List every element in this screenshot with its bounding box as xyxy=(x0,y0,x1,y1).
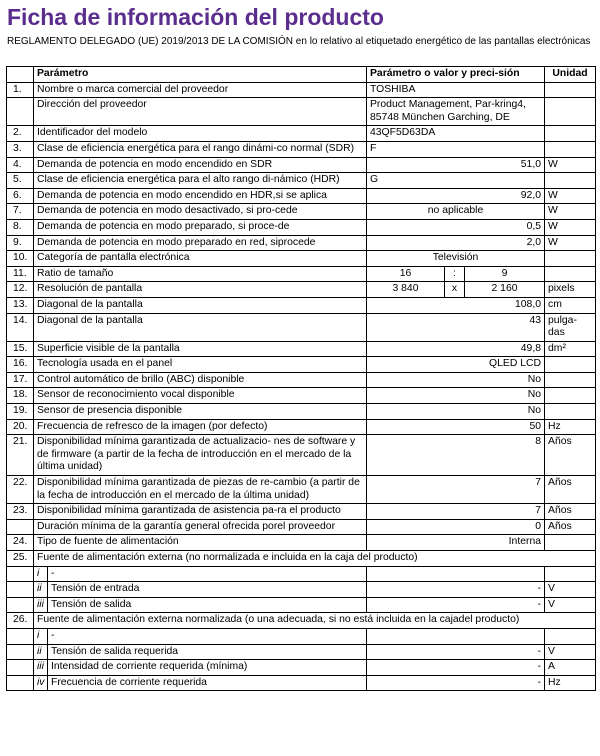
sub-row-index: iv xyxy=(34,675,48,691)
sub-row-value: - xyxy=(367,582,545,598)
table-row xyxy=(7,235,596,251)
sub-row-parameter: Intensidad de corriente requerida (mínima) xyxy=(48,660,367,676)
row-unit xyxy=(545,404,596,420)
sub-row-unit: V xyxy=(545,582,596,598)
row-parameter: Clase de eficiencia energética para el rango dinámi-co normal (SDR) xyxy=(34,141,367,157)
row-parameter: Identificador del modelo xyxy=(34,126,367,142)
table-row xyxy=(7,126,596,142)
sub-row xyxy=(7,644,596,660)
sub-row xyxy=(7,675,596,691)
row-unit: Años xyxy=(545,519,596,535)
sub-row-unit: V xyxy=(545,597,596,613)
sub-row-spacer xyxy=(7,582,34,598)
row-value: no aplicable xyxy=(367,204,545,220)
sub-row-parameter: - xyxy=(48,566,367,582)
row-number: 15. xyxy=(7,341,34,357)
row-value: 0 xyxy=(367,519,545,535)
table-row xyxy=(7,219,596,235)
row-parameter: Frecuencia de refresco de la imagen (por defecto) xyxy=(34,419,367,435)
row-number: 20. xyxy=(7,419,34,435)
row-value: 49,8 xyxy=(367,341,545,357)
row-parameter: Resolución de pantalla xyxy=(34,282,367,298)
section-title: Fuente de alimentación externa normalizada (o una adecuada, si no está incluida en la cajadel producto) xyxy=(34,613,596,629)
sub-row-parameter: Frecuencia de corriente requerida xyxy=(48,675,367,691)
section-number: 26. xyxy=(7,613,34,629)
header-unit: Unidad xyxy=(545,67,596,83)
row-value-a: 16 xyxy=(367,266,445,282)
product-info-table xyxy=(6,66,596,691)
row-parameter: Control automático de brillo (ABC) disponible xyxy=(34,372,367,388)
sub-row xyxy=(7,628,596,644)
row-unit xyxy=(545,141,596,157)
row-parameter: Demanda de potencia en modo preparado en red, siprocede xyxy=(34,235,367,251)
row-number: 16. xyxy=(7,357,34,373)
sub-row-spacer xyxy=(7,566,34,582)
row-value: 108,0 xyxy=(367,297,545,313)
table-row xyxy=(7,435,596,476)
row-unit xyxy=(545,372,596,388)
sub-row-value: - xyxy=(367,644,545,660)
row-value-b: 2 160 xyxy=(465,282,545,298)
table-row xyxy=(7,98,596,126)
sub-row-index: ii xyxy=(34,582,48,598)
table-row xyxy=(7,504,596,520)
sub-row-spacer xyxy=(7,628,34,644)
row-parameter: Sensor de presencia disponible xyxy=(34,404,367,420)
sub-row-unit xyxy=(545,566,596,582)
table-row xyxy=(7,173,596,189)
table-row xyxy=(7,282,596,298)
row-value: 92,0 xyxy=(367,188,545,204)
row-unit xyxy=(545,251,596,267)
row-value: 50 xyxy=(367,419,545,435)
section-number: 25. xyxy=(7,551,34,567)
row-unit: pulga-das xyxy=(545,313,596,341)
table-row xyxy=(7,341,596,357)
sub-row-index: i xyxy=(34,628,48,644)
table-row xyxy=(7,297,596,313)
row-unit: Hz xyxy=(545,419,596,435)
table-row xyxy=(7,388,596,404)
row-value: 7 xyxy=(367,504,545,520)
row-parameter: Dirección del proveedor xyxy=(34,98,367,126)
table-row xyxy=(7,476,596,504)
row-parameter: Nombre o marca comercial del proveedor xyxy=(34,82,367,98)
row-value: F xyxy=(367,141,545,157)
row-number: 13. xyxy=(7,297,34,313)
row-value: 43 xyxy=(367,313,545,341)
section-header-row xyxy=(7,551,596,567)
row-parameter: Tecnología usada en el panel xyxy=(34,357,367,373)
row-value: 8 xyxy=(367,435,545,476)
row-number: 21. xyxy=(7,435,34,476)
row-number: 9. xyxy=(7,235,34,251)
sub-row-index: iii xyxy=(34,597,48,613)
row-value: 51,0 xyxy=(367,157,545,173)
row-number xyxy=(7,519,34,535)
table-row xyxy=(7,157,596,173)
table-row xyxy=(7,372,596,388)
sub-row xyxy=(7,582,596,598)
row-number: 24. xyxy=(7,535,34,551)
row-number: 12. xyxy=(7,282,34,298)
sub-row-spacer xyxy=(7,675,34,691)
row-parameter: Categoría de pantalla electrónica xyxy=(34,251,367,267)
row-number: 19. xyxy=(7,404,34,420)
sub-row xyxy=(7,566,596,582)
row-number: 11. xyxy=(7,266,34,282)
row-parameter: Demanda de potencia en modo preparado, si proce-de xyxy=(34,219,367,235)
row-parameter: Ratio de tamaño xyxy=(34,266,367,282)
sub-row-value xyxy=(367,628,545,644)
row-unit: W xyxy=(545,219,596,235)
row-number: 8. xyxy=(7,219,34,235)
row-unit xyxy=(545,266,596,282)
row-unit: W xyxy=(545,204,596,220)
row-value: G xyxy=(367,173,545,189)
row-number: 5. xyxy=(7,173,34,189)
row-number: 2. xyxy=(7,126,34,142)
row-parameter: Disponibilidad mínima garantizada de actualizacio- nes de software y de firmware (a partir de la fecha de introducción en el mercado de la última unidad) xyxy=(34,435,367,476)
sub-row-index: ii xyxy=(34,644,48,660)
table-row xyxy=(7,266,596,282)
row-number: 17. xyxy=(7,372,34,388)
row-unit xyxy=(545,535,596,551)
sub-row-unit: Hz xyxy=(545,675,596,691)
row-number: 1. xyxy=(7,82,34,98)
row-number: 18. xyxy=(7,388,34,404)
row-number xyxy=(7,98,34,126)
table-row xyxy=(7,188,596,204)
row-unit: Años xyxy=(545,504,596,520)
sub-row-unit: A xyxy=(545,660,596,676)
table-row xyxy=(7,251,596,267)
header-number-cell xyxy=(7,67,34,83)
sub-row-parameter: Tensión de salida xyxy=(48,597,367,613)
row-value: No xyxy=(367,372,545,388)
row-parameter: Disponibilidad mínima garantizada de asistencia pa-ra el producto xyxy=(34,504,367,520)
row-parameter: Clase de eficiencia energética para el alto rango di-námico (HDR) xyxy=(34,173,367,189)
row-unit xyxy=(545,173,596,189)
sub-row-value xyxy=(367,566,545,582)
row-unit: Años xyxy=(545,435,596,476)
sub-row-value: - xyxy=(367,675,545,691)
row-parameter: Diagonal de la pantalla xyxy=(34,297,367,313)
table-row xyxy=(7,141,596,157)
row-number: 22. xyxy=(7,476,34,504)
sub-row-spacer xyxy=(7,597,34,613)
row-value: No xyxy=(367,388,545,404)
section-header-row xyxy=(7,613,596,629)
row-parameter: Demanda de potencia en modo desactivado, si pro-cede xyxy=(34,204,367,220)
row-number: 14. xyxy=(7,313,34,341)
row-unit: W xyxy=(545,235,596,251)
row-number: 10. xyxy=(7,251,34,267)
row-number: 7. xyxy=(7,204,34,220)
row-unit xyxy=(545,388,596,404)
table-row xyxy=(7,357,596,373)
sub-row-value: - xyxy=(367,597,545,613)
sub-row-parameter: Tensión de entrada xyxy=(48,582,367,598)
table-row xyxy=(7,419,596,435)
sub-row-index: iii xyxy=(34,660,48,676)
page-title: Ficha de información del producto xyxy=(7,4,384,30)
row-unit: cm xyxy=(545,297,596,313)
sub-row-unit: V xyxy=(545,644,596,660)
row-number: 4. xyxy=(7,157,34,173)
sub-row-parameter: Tensión de salida requerida xyxy=(48,644,367,660)
row-unit: Años xyxy=(545,476,596,504)
row-parameter: Diagonal de la pantalla xyxy=(34,313,367,341)
table-row xyxy=(7,404,596,420)
row-unit: W xyxy=(545,188,596,204)
row-value: QLED LCD xyxy=(367,357,545,373)
row-unit xyxy=(545,357,596,373)
row-unit xyxy=(545,82,596,98)
row-value: Interna xyxy=(367,535,545,551)
header-parameter: Parámetro xyxy=(34,67,367,83)
table-header xyxy=(7,67,596,83)
row-number: 23. xyxy=(7,504,34,520)
row-value-b: 9 xyxy=(465,266,545,282)
row-value: 2,0 xyxy=(367,235,545,251)
row-unit: pixels xyxy=(545,282,596,298)
row-unit: W xyxy=(545,157,596,173)
sub-row-spacer xyxy=(7,660,34,676)
sub-row-index: i xyxy=(34,566,48,582)
sub-row-value: - xyxy=(367,660,545,676)
table-row xyxy=(7,313,596,341)
table-row xyxy=(7,82,596,98)
row-parameter: Demanda de potencia en modo encendido en HDR,si se aplica xyxy=(34,188,367,204)
row-number: 3. xyxy=(7,141,34,157)
sub-row xyxy=(7,660,596,676)
row-value: 7 xyxy=(367,476,545,504)
row-value: TOSHIBA xyxy=(367,82,545,98)
regulation-subtitle: REGLAMENTO DELEGADO (UE) 2019/2013 DE LA COMISIÓN en lo relativo al etiquetado energético de las pantallas electrónicas xyxy=(7,36,591,47)
row-parameter: Tipo de fuente de alimentación xyxy=(34,535,367,551)
row-parameter: Sensor de reconocimiento vocal disponible xyxy=(34,388,367,404)
row-value-sep: x xyxy=(445,282,465,298)
row-unit: dm² xyxy=(545,341,596,357)
sub-row-parameter: - xyxy=(48,628,367,644)
row-parameter: Duración mínima de la garantía general ofrecida porel proveedor xyxy=(34,519,367,535)
table-row xyxy=(7,535,596,551)
row-value: Televisión xyxy=(367,251,545,267)
table-row xyxy=(7,204,596,220)
row-unit xyxy=(545,98,596,126)
row-parameter: Superficie visible de la pantalla xyxy=(34,341,367,357)
row-unit xyxy=(545,126,596,142)
row-value: 43QF5D63DA xyxy=(367,126,545,142)
header-value: Parámetro o valor y preci-sión xyxy=(367,67,545,83)
sub-row xyxy=(7,597,596,613)
row-value: No xyxy=(367,404,545,420)
sub-row-spacer xyxy=(7,644,34,660)
table-row xyxy=(7,519,596,535)
row-value-sep: : xyxy=(445,266,465,282)
section-title: Fuente de alimentación externa (no normalizada e incluida en la caja del producto) xyxy=(34,551,596,567)
row-value: 0,5 xyxy=(367,219,545,235)
sub-row-unit xyxy=(545,628,596,644)
row-parameter: Demanda de potencia en modo encendido en SDR xyxy=(34,157,367,173)
row-parameter: Disponibilidad mínima garantizada de piezas de re-cambio (a partir de la fecha de introducción en el mercado de la última unidad) xyxy=(34,476,367,504)
row-value: Product Management, Par-kring4, 85748 München Garching, DE xyxy=(367,98,545,126)
row-value-a: 3 840 xyxy=(367,282,445,298)
row-number: 6. xyxy=(7,188,34,204)
